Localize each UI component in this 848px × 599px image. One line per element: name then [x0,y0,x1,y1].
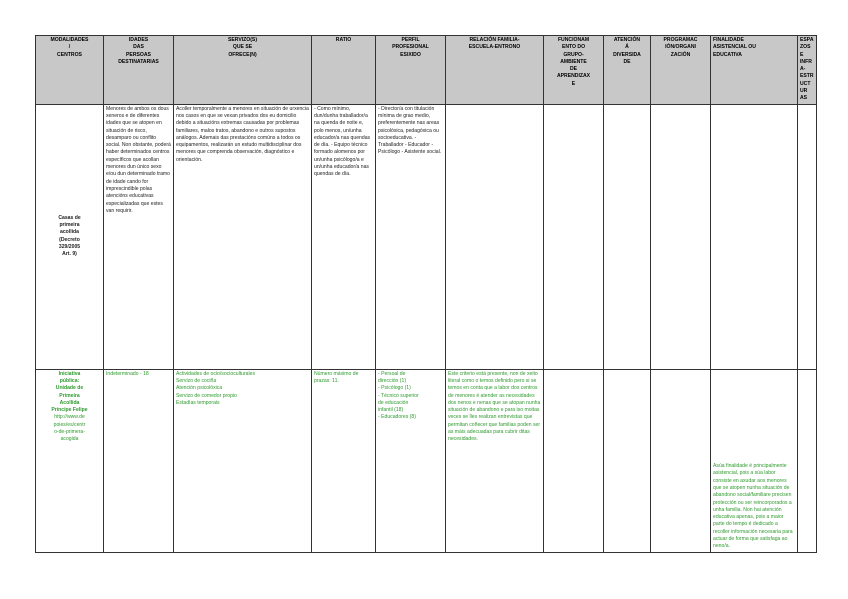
row1-programacion [651,104,711,369]
row1-idades: Menores de ambos os dous xeneros e de diferentes idades que se atopen en situación de risco, desamparo ou conflito social. Non obstante, poderá haber determinados centros específicos que acollan menores dun único sexo e/ou dun determinado tramo de idade cando for imprescindible polas atencións educativas especializadas que estes van requirir. [104,104,174,369]
header-ratio: RATIO [312,36,376,105]
row1-servizo: Acoller temporalmente a menores en situación de urxencia nos casos en que se vexan privados dos eu domicilio debido a situacións extremas causadas por problemas familiares, malos tratos, abandono e outros supostos análogos. Ademais das prestacións comúns a todos os equipamentos, realizarán un estudo multidisciplinar dos menores que comprenda observación, diagnóstico e orientación. [174,104,312,369]
table-row [36,104,817,369]
header-row [36,36,817,105]
header-perfil: PERFIL PROFESIONAL ESIXIDO [376,36,446,105]
row2-modalidade: Iniciativa pública: Unidade de Primeira Acollida Príncipe Felipe http://www.de poies/es/centr o-de-primera- acogida [36,369,104,552]
row2-funcionamento [544,369,604,552]
header-relacion: RELACIÓN FAMILIA- ESCUELA-ENTRONO [446,36,544,105]
header-funcionamento: FUNCIONAM ENTO DO GRUPO- AMBIENTE DE APRENDIZAX E [544,36,604,105]
row1-perfil: - Director/a con titulación mínima de grao medio, preferentemente nas areas psicolóxica, pedagóxica ou socioeducativa. - Traballador - Educador - Psicólogo - Asistente social. [376,104,446,369]
header-idades: IDADES DAS PERSOAS DESTINATARIAS [104,36,174,105]
row2-servizo: Actividades de ocio/socioculturales Servizo de cociña Atención psicolóxica Servizo de comedor propio Estadías temporais [174,369,312,552]
row2-finalidade: Asúa finalidade é principalmente asistencial, pois a súa labor consiste en axudar aos menores que se atopen nunha situación de abandono social/familiare precisen protección ou ser reincorporados a unha familia. Non hai atención educativa apenas, pois a maior parte do tempo é dedicado a recoller información necesaria para actuar de forma que satisfaga ao neno/a. [711,369,798,552]
row2-relacion: Este criterio está presente, non de xeito literal como o temos definido pero si se temos en conta que a labor dos centros de menores é atender as necesidades dos nenos e nenas que se atopan nunha situación de abandono e para iso moitas veces se lles realizan entrevistas que permitan coñecer que familias poden ser as máis adecuadas para cubrir ditas necesidades. [446,369,544,552]
row2-espazos [798,369,817,552]
row1-modalidade: Casas de primeira acollida (Decreto 329/2005 Art. 9) [36,104,104,369]
header-finalidade: FINALIDADE ASISTENCIAL OU EDUCATIVA [711,36,798,105]
row2-idades: Indeterminado - 18 [104,369,174,552]
header-atencion: ATENCIÓN Á DIVERSIDA DE [604,36,651,105]
row2-programacion [651,369,711,552]
header-programacion: PROGRAMAC IÓN/ORGANI ZACIÓN [651,36,711,105]
header-modalidades: MODALIDADES / CENTROS [36,36,104,105]
table-row [36,369,817,552]
row2-atencion [604,369,651,552]
row1-finalidade [711,104,798,369]
header-servizos: SERVIZO(S) QUE SE OFRECE(N) [174,36,312,105]
row1-funcionamento [544,104,604,369]
row2-perfil: - Persoal de dirección (1) - Psicólogo (1) - Técnico superior de educación infantil (18) - Educadores (8) [376,369,446,552]
row1-atencion [604,104,651,369]
row1-ratio: - Como mínimo, dun/dunha traballador/a na quenda de noite e, polo menos, un/unha educador/a nas quendas de día. - Equipo técnico formado alomenos por un/unha psicólogo/a e un/unha educador/a nas quendas de día. [312,104,376,369]
row1-espazos [798,104,817,369]
modalities-table [35,35,817,553]
header-espazos: ESPAZOS E INFRA- ESTRUCTUR AS [798,36,817,105]
row2-ratio: Número máximo de prazas: 11. [312,369,376,552]
row1-relacion [446,104,544,369]
